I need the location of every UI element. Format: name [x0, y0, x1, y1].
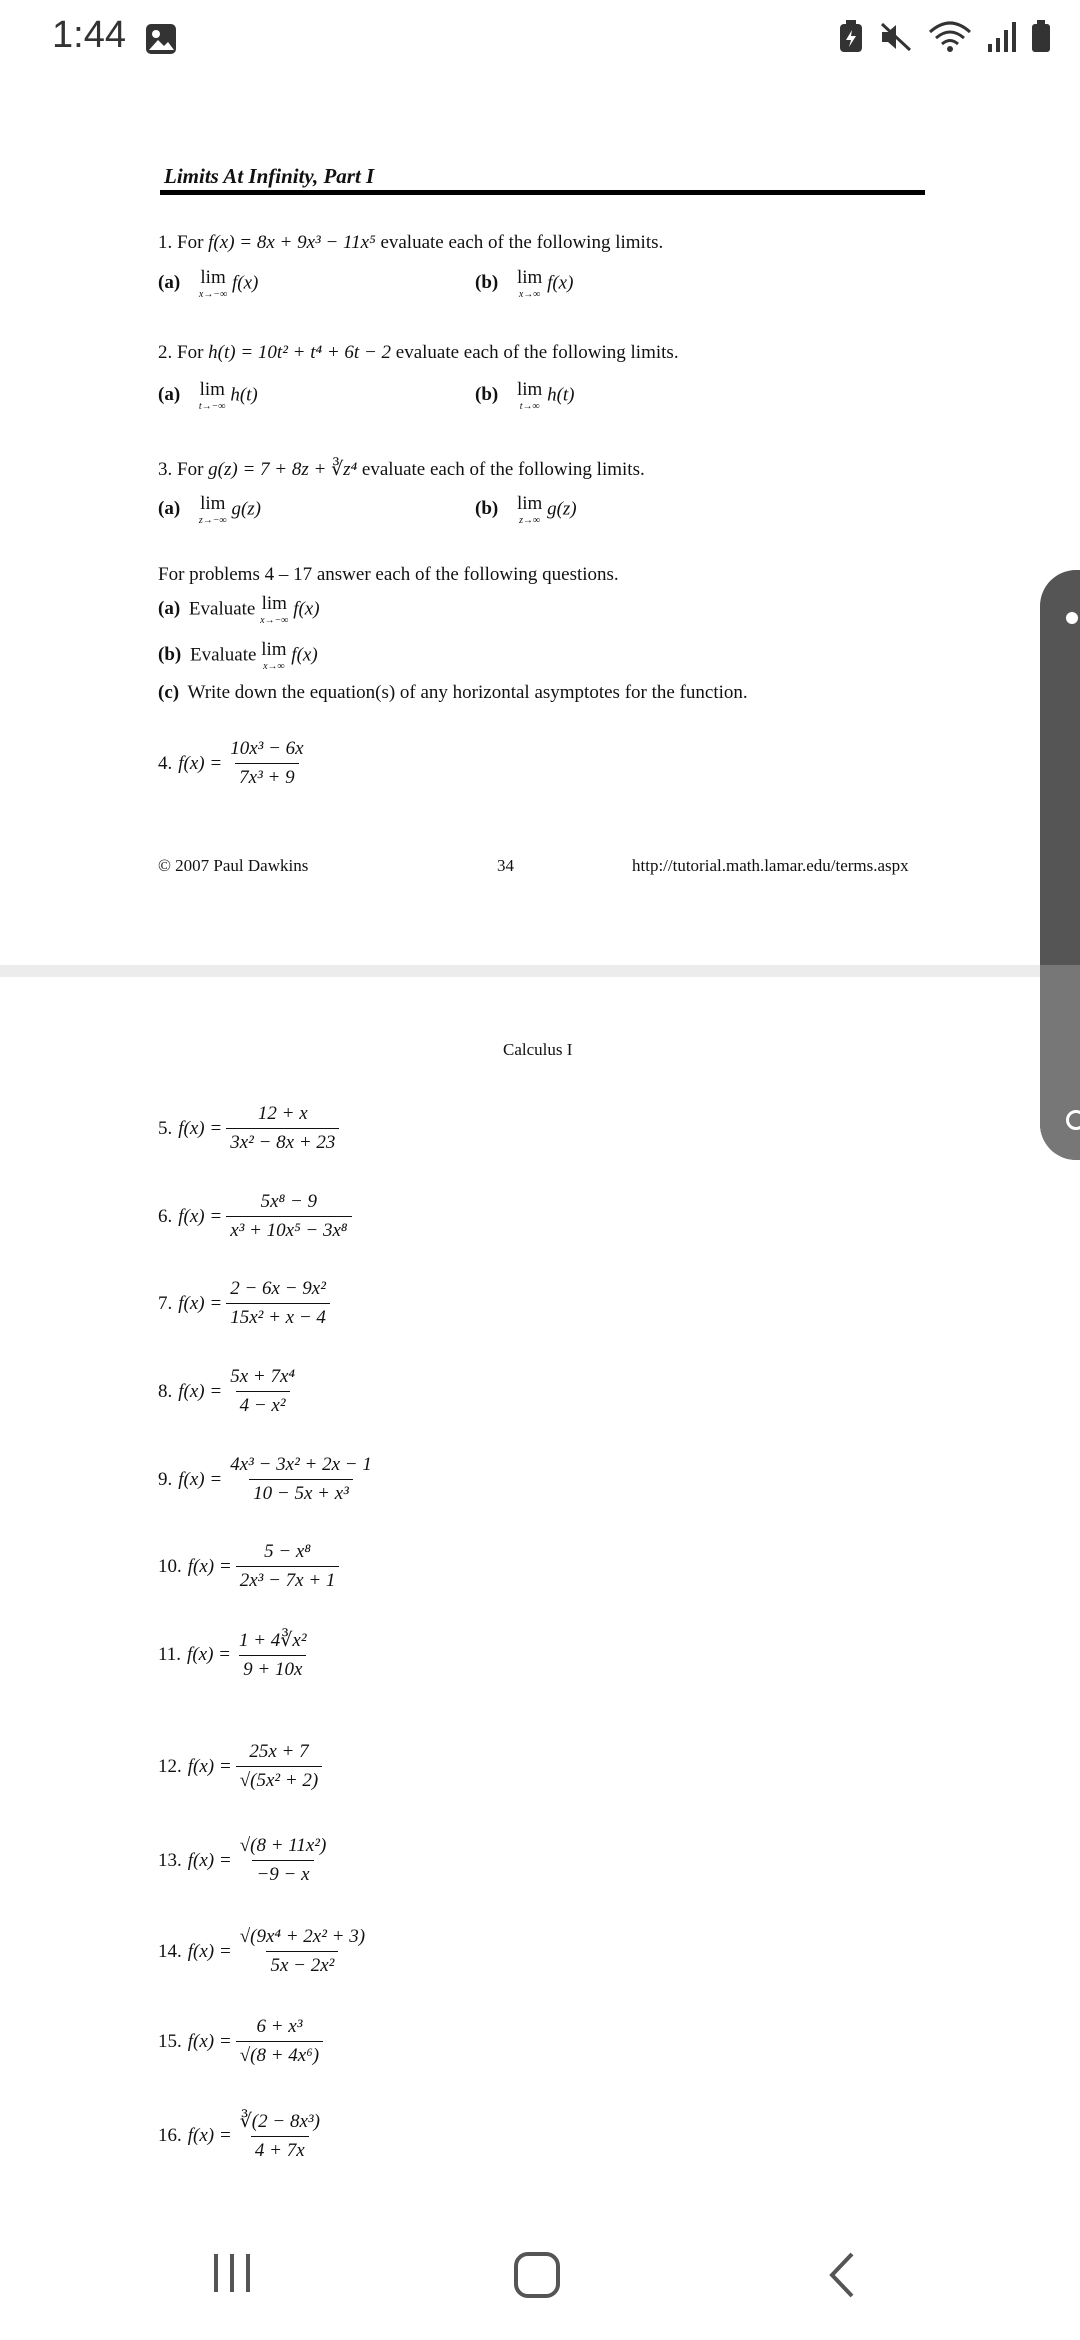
problem-15: 15. f(x) = $\frac{\text{6 + x³}}{\text{√(8 + 4x⁶)}}$	[158, 2016, 323, 2067]
instructions-intro: For problems 4 – 17 answer each of the following questions.	[158, 564, 619, 585]
edge-panel-ring-icon	[1066, 1110, 1080, 1130]
numerator: √(8 + 11x²)	[239, 1835, 327, 1856]
instruction-a: (a) Evaluate lim x→−∞ f(x)	[158, 593, 320, 626]
edge-panel-handle[interactable]	[1040, 570, 1080, 1160]
recent-apps-button[interactable]	[210, 2250, 256, 2296]
navigation-bar	[0, 2210, 1080, 2340]
fraction	[236, 1835, 331, 1886]
numerator: 4x³ − 3x² + 2x − 1	[230, 1454, 372, 1475]
mute-icon	[878, 20, 914, 54]
limit-operator: lim t→−∞	[198, 379, 226, 412]
problem-3-part-b: (b) lim z→∞ g(z)	[475, 493, 577, 526]
page-separator	[0, 965, 1040, 977]
denominator: x³ + 10x⁵ − 3x⁸	[226, 1216, 351, 1242]
fraction	[226, 1278, 330, 1329]
problem-1-part-b: (b) lim x→∞ f(x)	[475, 267, 574, 300]
denominator: 5x − 2x²	[266, 1951, 338, 1977]
problem-number: 10.	[158, 1555, 182, 1577]
fraction	[226, 1366, 299, 1417]
denominator: 9 + 10x	[239, 1655, 306, 1681]
function-definition: h(t) = 10t² + t⁴ + 6t − 2	[208, 342, 392, 363]
numerator: 25x + 7	[249, 1741, 309, 1762]
status-bar	[0, 0, 1080, 80]
problem-number: 11.	[158, 1644, 182, 1665]
problem-3: 3. For g(z) = 7 + 8z + ∛z⁴ evaluate each of the following limits.	[158, 459, 645, 480]
denominator: 4 + 7x	[251, 2136, 309, 2162]
limit-operator: lim x→−∞	[198, 267, 228, 300]
denominator: 15x² + x − 4	[226, 1303, 330, 1329]
problem-7: 7. f(x) = $\frac{\text{2 − 6x − 9x²}}{\text{15x² + x − 4}}$	[158, 1278, 330, 1329]
problem-1-part-a: (a) lim x→−∞ f(x)	[158, 267, 259, 300]
problem-12: 12. f(x) = $\frac{25x + 7}{\text{√(5x² + 2)}}$	[158, 1741, 322, 1792]
denominator: 2x³ − 7x + 1	[236, 1566, 340, 1592]
numerator: 10x³ − 6x	[230, 738, 304, 759]
document-title: Limits At Infinity, Part I	[164, 164, 375, 188]
problem-4: 4. f(x) = $\frac{\text{10x³ − 6x}}{\text{7x³ + 9}}$	[158, 738, 308, 789]
edge-panel-lower	[1040, 965, 1080, 1160]
problem-number: 15.	[158, 2030, 182, 2052]
status-icons	[838, 20, 1052, 54]
wifi-icon	[928, 20, 972, 54]
home-button[interactable]	[512, 2250, 562, 2300]
signal-icon	[986, 20, 1016, 54]
battery-saver-icon	[838, 20, 864, 54]
title-rule	[160, 190, 925, 195]
problem-number: 8.	[158, 1380, 173, 1402]
problem-number: 4.	[158, 752, 173, 774]
problem-2-part-b: (b) lim t→∞ h(t)	[475, 379, 575, 412]
problem-number: 2.	[158, 342, 173, 363]
problem-16: 16. f(x) = $\frac{\text{∛(2 − 8x³)}}{4 + 7x}$	[158, 2110, 324, 2162]
problem-8: 8. f(x) = $\frac{\text{5x + 7x⁴}}{\text{4 − x²}}$	[158, 1366, 299, 1417]
limit-operator: lim z→∞	[516, 493, 543, 526]
problem-number: 1.	[158, 232, 173, 253]
function-definition: f(x) = 8x + 9x³ − 11x⁵	[208, 232, 376, 253]
fraction	[226, 1103, 339, 1154]
problem-2-part-a: (a) lim t→−∞ h(t)	[158, 379, 258, 412]
problem-5: 5. f(x) = $\frac{12 + x}{\text{3x² − 8x + 23}}$	[158, 1103, 339, 1154]
fraction	[226, 1454, 376, 1505]
limit-operator: lim z→−∞	[198, 493, 227, 526]
numerator: ∛(2 − 8x³)	[239, 2111, 320, 2132]
page-header: Calculus I	[503, 1040, 573, 1059]
problem-3-part-a: (a) lim z→−∞ g(z)	[158, 493, 261, 526]
problem-number: 12.	[158, 1755, 182, 1777]
fraction	[226, 1191, 351, 1242]
numerator: 2 − 6x − 9x²	[230, 1278, 326, 1299]
problem-13: 13. f(x) = $\frac{\text{√(8 + 11x²)}}{-9 - x}$	[158, 1835, 330, 1886]
fraction	[236, 1926, 369, 1977]
problem-number: 16.	[158, 2125, 182, 2146]
fraction	[235, 1629, 311, 1681]
footer-url: http://tutorial.math.lamar.edu/terms.aspx	[632, 856, 909, 875]
footer-page-number: 34	[497, 856, 514, 875]
problem-number: 3.	[158, 459, 173, 480]
limit-operator: lim t→∞	[516, 379, 543, 412]
numerator: 5 − x⁸	[264, 1541, 311, 1562]
numerator: 5x + 7x⁴	[230, 1366, 295, 1387]
edge-panel-dot-icon	[1066, 612, 1078, 624]
problem-11: 11. f(x) = $\frac{\text{1 + 4∛x²}}{9 + 10x}$	[158, 1629, 311, 1681]
numerator: 5x⁸ − 9	[260, 1191, 318, 1212]
instruction-c: (c) Write down the equation(s) of any horizontal asymptotes for the function.	[158, 682, 748, 703]
problem-number: 14.	[158, 1940, 182, 1962]
denominator: 7x³ + 9	[235, 763, 298, 789]
denominator: −9 − x	[252, 1860, 313, 1886]
problem-number: 6.	[158, 1205, 173, 1227]
numerator: 6 + x³	[256, 2016, 303, 2037]
instruction-b: (b) Evaluate lim x→∞ f(x)	[158, 639, 318, 672]
problem-6: 6. f(x) = $\frac{\text{5x⁸ − 9}}{\text{x³ + 10x⁵ − 3x⁸}}$	[158, 1191, 352, 1242]
problem-number: 7.	[158, 1292, 173, 1314]
battery-icon	[1030, 20, 1052, 54]
document-page-34	[0, 80, 1040, 975]
gallery-notification-icon	[144, 22, 178, 56]
problem-1: 1. For f(x) = 8x + 9x³ − 11x⁵ evaluate each of the following limits.	[158, 232, 664, 253]
limit-operator: lim x→∞	[516, 267, 543, 300]
numerator: √(9x⁴ + 2x² + 3)	[239, 1926, 366, 1947]
problem-14: 14. f(x) = $\frac{\text{√(9x⁴ + 2x² + 3)}}{\text{5x − 2x²}}$	[158, 1926, 369, 1977]
fraction	[226, 738, 307, 789]
problem-number: 13.	[158, 1849, 182, 1871]
fraction	[236, 1541, 340, 1592]
footer-copyright: © 2007 Paul Dawkins	[158, 856, 309, 875]
limit-operator: lim x→∞	[261, 639, 287, 672]
back-button[interactable]	[824, 2250, 858, 2300]
denominator: 4 − x²	[236, 1391, 290, 1417]
fraction	[236, 1741, 323, 1792]
problem-10: 10. f(x) = $\frac{\text{5 − x⁸}}{\text{2x³ − 7x + 1}}$	[158, 1541, 339, 1592]
numerator: 1 + 4∛x²	[238, 1630, 307, 1651]
status-time: 1:44	[52, 14, 126, 56]
denominator: √(5x² + 2)	[236, 1766, 323, 1792]
problem-2: 2. For h(t) = 10t² + t⁴ + 6t − 2 evaluate each of the following limits.	[158, 342, 679, 363]
problem-number: 9.	[158, 1468, 173, 1490]
denominator: 10 − 5x + x³	[249, 1479, 353, 1505]
document-page-35	[0, 977, 1040, 2207]
function-definition: g(z) = 7 + 8z + ∛z⁴	[208, 459, 358, 480]
fraction	[236, 2016, 323, 2067]
limit-operator: lim x→−∞	[260, 593, 289, 626]
fraction	[236, 2110, 324, 2162]
problem-9: 9. f(x) = $\frac{\text{4x³ − 3x² + 2x − 1}}{\text{10 − 5x + x³}}$	[158, 1454, 376, 1505]
numerator: 12 + x	[257, 1103, 308, 1124]
denominator: 3x² − 8x + 23	[226, 1128, 339, 1154]
denominator: √(8 + 4x⁶)	[236, 2041, 323, 2067]
problem-number: 5.	[158, 1117, 173, 1139]
